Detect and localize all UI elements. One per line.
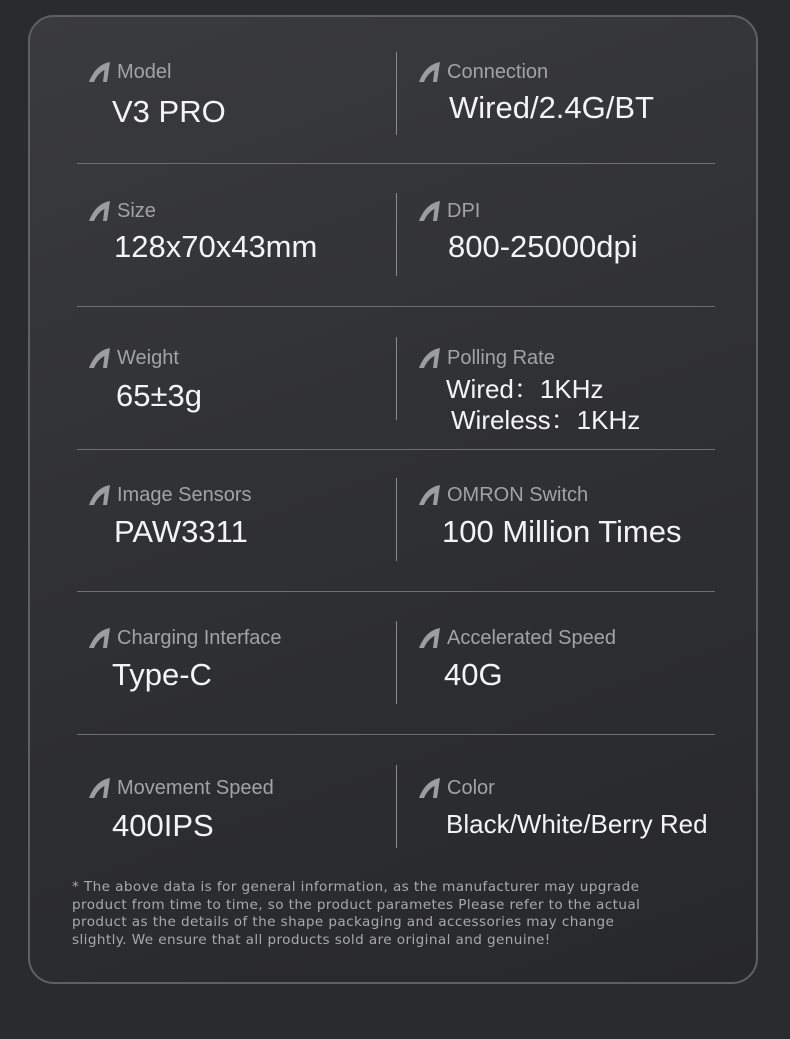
disclaimer-line: * The above data is for general information, as the manufacturer may upgrade — [72, 879, 640, 895]
spec-label-text: Color — [447, 776, 495, 799]
spec-label — [418, 775, 495, 801]
spec-label-text: Connection — [447, 60, 549, 83]
row-divider — [77, 306, 715, 307]
spec-label — [88, 775, 274, 801]
spec-value: 800-25000dpi — [448, 229, 638, 264]
spec-label — [418, 198, 480, 224]
spec-value: 65±3g — [116, 378, 202, 413]
row-divider — [77, 734, 715, 735]
row-divider — [77, 591, 715, 592]
column-divider — [396, 478, 397, 561]
spec-value: Black/White/Berry Red — [446, 809, 708, 839]
spec-row — [30, 482, 760, 572]
spec-value-wired: Wired：1KHz — [446, 374, 604, 404]
spec-row — [30, 625, 760, 715]
spec-label — [88, 345, 179, 371]
column-divider — [396, 193, 397, 276]
spec-value: V3 PRO — [112, 94, 226, 129]
brand-logo-icon — [88, 628, 111, 648]
spec-card — [28, 15, 758, 984]
disclaimer-line: product as the details of the shape packaging and accessories may change — [72, 914, 615, 930]
spec-value: 128x70x43mm — [114, 229, 318, 264]
spec-label — [88, 625, 282, 651]
brand-logo-icon — [418, 348, 441, 368]
spec-label — [418, 59, 548, 85]
spec-row — [30, 345, 760, 435]
spec-label-text: Charging Interface — [117, 626, 282, 649]
spec-value: 40G — [444, 657, 503, 692]
spec-row — [30, 198, 760, 288]
column-divider — [396, 765, 397, 848]
brand-logo-icon — [418, 628, 441, 648]
spec-label-text: Size — [117, 199, 156, 222]
spec-label — [418, 625, 616, 651]
spec-value: 400IPS — [112, 808, 214, 843]
spec-label — [88, 59, 171, 85]
spec-label-text: DPI — [447, 199, 481, 222]
brand-logo-icon — [88, 62, 111, 82]
spec-label-text: Movement Speed — [117, 776, 274, 799]
spec-row — [30, 775, 760, 865]
brand-logo-icon — [418, 778, 441, 798]
brand-logo-icon — [418, 201, 441, 221]
spec-value: 100 Million Times — [442, 514, 682, 549]
brand-logo-icon — [88, 485, 111, 505]
column-divider — [396, 621, 397, 704]
spec-row — [30, 59, 760, 149]
disclaimer-line: product from time to time, so the product parametes Please refer to the actual — [72, 896, 641, 913]
row-divider — [77, 449, 715, 450]
spec-label — [88, 198, 156, 224]
spec-label-text: Model — [117, 60, 172, 83]
row-divider — [77, 163, 715, 164]
spec-label — [418, 345, 555, 371]
spec-value: Wired/2.4G/BT — [449, 90, 654, 125]
brand-logo-icon — [418, 485, 441, 505]
spec-value: Type-C — [112, 657, 212, 692]
brand-logo-icon — [88, 348, 111, 368]
spec-label-text: Weight — [117, 346, 179, 369]
spec-label-text: Polling Rate — [447, 346, 555, 369]
brand-logo-icon — [88, 778, 111, 798]
spec-label-text: Image Sensors — [117, 483, 252, 506]
spec-label — [88, 482, 252, 508]
brand-logo-icon — [418, 62, 441, 82]
disclaimer-line: slightly. We ensure that all products sold are original and genuine! — [72, 931, 551, 948]
column-divider — [396, 52, 397, 135]
brand-logo-icon — [88, 201, 111, 221]
spec-value-wireless: Wireless：1KHz — [451, 405, 641, 435]
disclaimer-note — [72, 879, 712, 949]
column-divider — [396, 337, 397, 420]
spec-value: PAW3311 — [114, 514, 248, 549]
spec-label — [418, 482, 588, 508]
spec-label-text: Accelerated Speed — [447, 626, 617, 649]
spec-label-text: OMRON Switch — [447, 483, 589, 506]
